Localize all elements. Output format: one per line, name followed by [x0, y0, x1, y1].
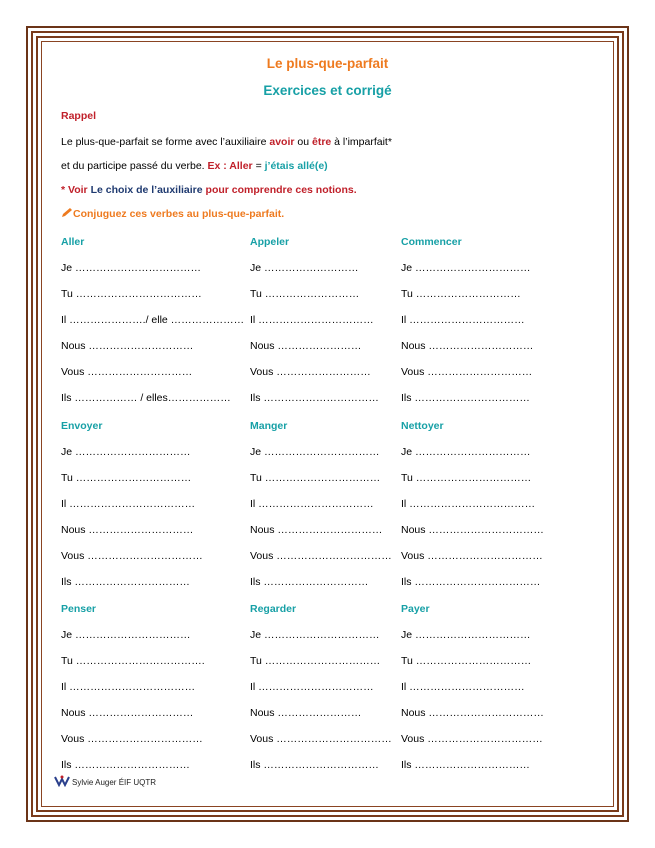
conjugation-blank[interactable]: Il ……………………………: [250, 498, 374, 510]
conjugation-blank[interactable]: Je ……………………………: [61, 446, 191, 458]
verb-heading: Penser: [61, 603, 97, 615]
conjugation-blank[interactable]: Ils …………………………: [250, 576, 369, 588]
conjugation-blank[interactable]: Je ……………………………: [250, 446, 380, 458]
conjugation-blank[interactable]: Je ……………………………: [61, 629, 191, 641]
verb-heading: Commencer: [401, 236, 462, 248]
conjugation-blank[interactable]: Vous ……………………………: [401, 550, 543, 562]
conjugation-blank[interactable]: Je ……………………………: [401, 629, 531, 641]
conjugation-blank[interactable]: Vous ……………………………: [61, 733, 203, 745]
conjugation-blank[interactable]: Nous …………………………: [61, 524, 194, 536]
instruction-line: [61, 208, 284, 220]
conjugation-blank[interactable]: Tu ……………………………….: [61, 655, 205, 667]
see-note-rest: pour comprendre ces notions.: [202, 184, 357, 196]
conjugation-blank[interactable]: Nous …………………………: [401, 340, 534, 352]
conjugation-blank[interactable]: Nous ……………………………: [401, 524, 544, 536]
example-equals: =: [252, 160, 265, 172]
auxiliary-link[interactable]: Le choix de l’auxiliaire: [90, 184, 203, 196]
conjugation-blank[interactable]: Ils ………………………………: [401, 576, 541, 588]
conjugation-blank[interactable]: Il ……………………………: [401, 681, 525, 693]
conjugation-blank[interactable]: Nous …………………………: [61, 707, 194, 719]
conjugation-blank[interactable]: Ils ……………………………: [250, 392, 379, 404]
rappel-heading: Rappel: [61, 110, 97, 122]
university-logo: [54, 775, 70, 787]
verb-heading: Aller: [61, 236, 85, 248]
conjugation-blank[interactable]: Nous ……………………: [250, 707, 362, 719]
conjugation-blank[interactable]: Vous …………………………: [401, 366, 533, 378]
rule-line-3: [61, 184, 357, 196]
conjugation-blank[interactable]: Il ………………………………: [401, 498, 536, 510]
conjugation-blank[interactable]: Tu …………………………: [401, 288, 521, 300]
verb-heading: Regarder: [250, 603, 297, 615]
conjugation-blank[interactable]: Tu ………………………: [250, 288, 360, 300]
conjugation-blank[interactable]: Il ………………………………: [61, 498, 196, 510]
conjugation-blank[interactable]: Vous ……………………………: [250, 550, 392, 562]
conjugation-blank[interactable]: Vous ………………………: [250, 366, 371, 378]
conjugation-blank[interactable]: Je ……………………………: [250, 629, 380, 641]
rule-line-2: [61, 160, 328, 172]
conjugation-blank[interactable]: Tu ……………………………: [401, 472, 532, 484]
conjugation-blank[interactable]: Ils ……………………………: [61, 576, 190, 588]
conjugation-blank[interactable]: Tu ……………………………: [250, 655, 381, 667]
verb-heading: Payer: [401, 603, 430, 615]
conjugation-blank[interactable]: Ils ……………………………: [401, 392, 530, 404]
verb-heading: Appeler: [250, 236, 290, 248]
conjugation-blank[interactable]: Il ……………………………: [401, 314, 525, 326]
conjugation-blank[interactable]: Ils ……………………………: [61, 759, 190, 771]
conjugation-blank[interactable]: Ils ……………… / elles………………: [61, 392, 231, 404]
conjugation-blank[interactable]: Je ………………………………: [61, 262, 202, 274]
conjugation-blank[interactable]: Tu ……………………………: [61, 472, 192, 484]
conjugation-blank[interactable]: Vous ……………………………: [61, 550, 203, 562]
avoir-keyword: avoir: [269, 136, 295, 148]
rule-line-1: [61, 136, 392, 148]
conjugation-blank[interactable]: Tu ……………………………: [250, 472, 381, 484]
conjugation-blank[interactable]: Vous ……………………………: [250, 733, 392, 745]
conjugation-blank[interactable]: Il ………………………………: [61, 681, 196, 693]
rule-text-or: ou: [294, 136, 312, 148]
etre-keyword: être: [311, 136, 332, 148]
conjugation-blank[interactable]: Vous ……………………………: [401, 733, 543, 745]
page-subtitle: Exercices et corrigé: [263, 83, 392, 98]
conjugation-blank[interactable]: Ils ……………………………: [250, 759, 379, 771]
conjugation-blank[interactable]: Il …………………./ elle …………………: [61, 314, 245, 326]
see-note: * Voir: [61, 184, 91, 196]
verb-heading: Envoyer: [61, 420, 103, 432]
rule-text: Le plus-que-parfait se forme avec l’auxiliaire: [61, 136, 270, 148]
instruction-text: Conjuguez ces verbes au plus-que-parfait.: [73, 208, 285, 220]
conjugation-blank[interactable]: Nous ……………………: [250, 340, 362, 352]
conjugation-blank[interactable]: Nous …………………………: [61, 340, 194, 352]
conjugation-blank[interactable]: Nous ……………………………: [401, 707, 544, 719]
footer-credit: Sylvie Auger ÉIF UQTR: [72, 778, 157, 787]
conjugation-blank[interactable]: Tu ………………………………: [61, 288, 202, 300]
conjugation-blank[interactable]: Il ……………………………: [250, 681, 374, 693]
conjugation-blank[interactable]: Vous …………………………: [61, 366, 193, 378]
footer: [54, 775, 156, 787]
verb-heading: Nettoyer: [401, 420, 444, 432]
conjugation-blank[interactable]: Je ……………………………: [401, 446, 531, 458]
conjugation-blank[interactable]: Je ……………………………: [401, 262, 531, 274]
example-label: Ex : Aller: [207, 160, 253, 172]
conjugation-blank[interactable]: Il ……………………………: [250, 314, 374, 326]
example-j: j: [264, 160, 268, 172]
example-answer: ’étais allé(e): [267, 160, 328, 172]
pencil-icon: [61, 208, 73, 218]
conjugation-blank[interactable]: Ils ……………………………: [401, 759, 530, 771]
rule-text-2: et du participe passé du verbe.: [61, 160, 208, 172]
rule-text-end: à l’imparfait*: [331, 136, 392, 148]
conjugation-blank[interactable]: Nous …………………………: [250, 524, 383, 536]
conjugation-blank[interactable]: Tu ……………………………: [401, 655, 532, 667]
verb-heading: Manger: [250, 420, 288, 432]
conjugation-blank[interactable]: Je ………………………: [250, 262, 359, 274]
page-title: Le plus-que-parfait: [266, 56, 389, 71]
